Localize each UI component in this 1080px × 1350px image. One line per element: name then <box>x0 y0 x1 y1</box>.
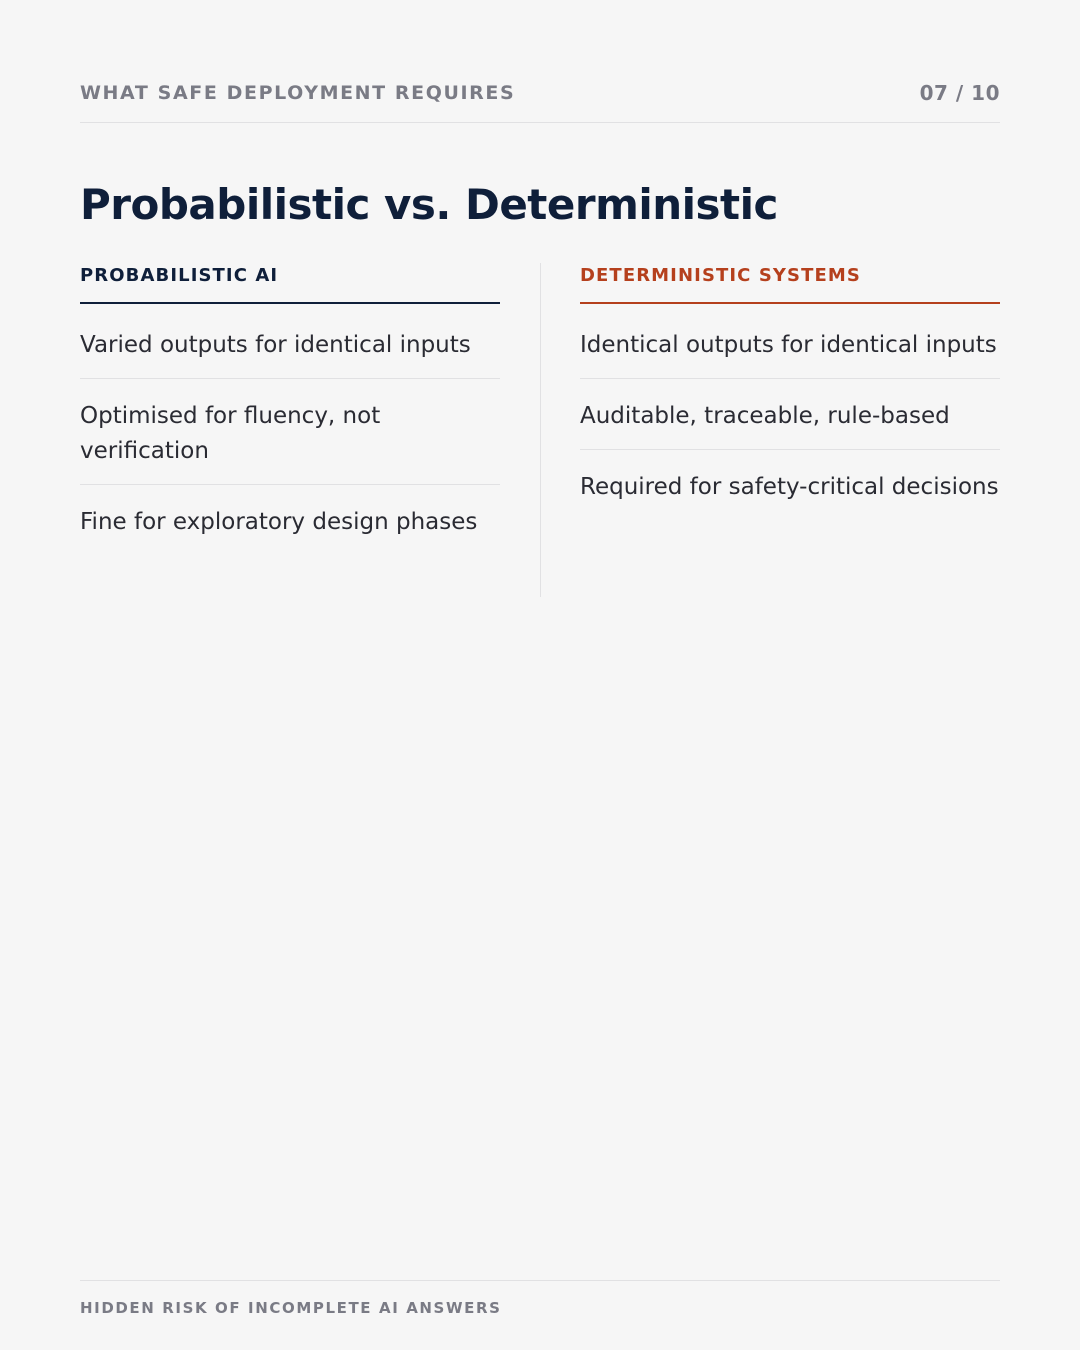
probabilistic-list <box>80 304 500 555</box>
list-item: Fine for exploratory design phases <box>80 509 478 535</box>
section-label: WHAT SAFE DEPLOYMENT REQUIRES <box>80 82 516 104</box>
column-heading-deterministic: DETERMINISTIC SYSTEMS <box>580 263 1000 304</box>
list-item: Varied outputs for identical inputs <box>80 304 500 379</box>
column-deterministic <box>580 263 1000 597</box>
deterministic-list <box>580 304 1000 520</box>
slide-footer: HIDDEN RISK OF INCOMPLETE AI ANSWERS <box>80 1280 1000 1319</box>
comparison-columns <box>80 263 1000 597</box>
slide-header <box>80 79 1000 123</box>
list-item: Optimised for fluency, not verification <box>80 379 500 485</box>
column-divider <box>540 263 541 597</box>
list-item: Auditable, traceable, rule-based <box>580 379 1000 450</box>
column-heading-probabilistic: PROBABILISTIC AI <box>80 263 500 304</box>
column-probabilistic <box>80 263 500 597</box>
slide-title: Probabilistic vs. Deterministic <box>80 180 778 229</box>
list-item: Required for safety-critical decisions <box>580 474 999 500</box>
list-item: Identical outputs for identical inputs <box>580 304 1000 379</box>
page-counter: 07 / 10 <box>919 81 1000 105</box>
